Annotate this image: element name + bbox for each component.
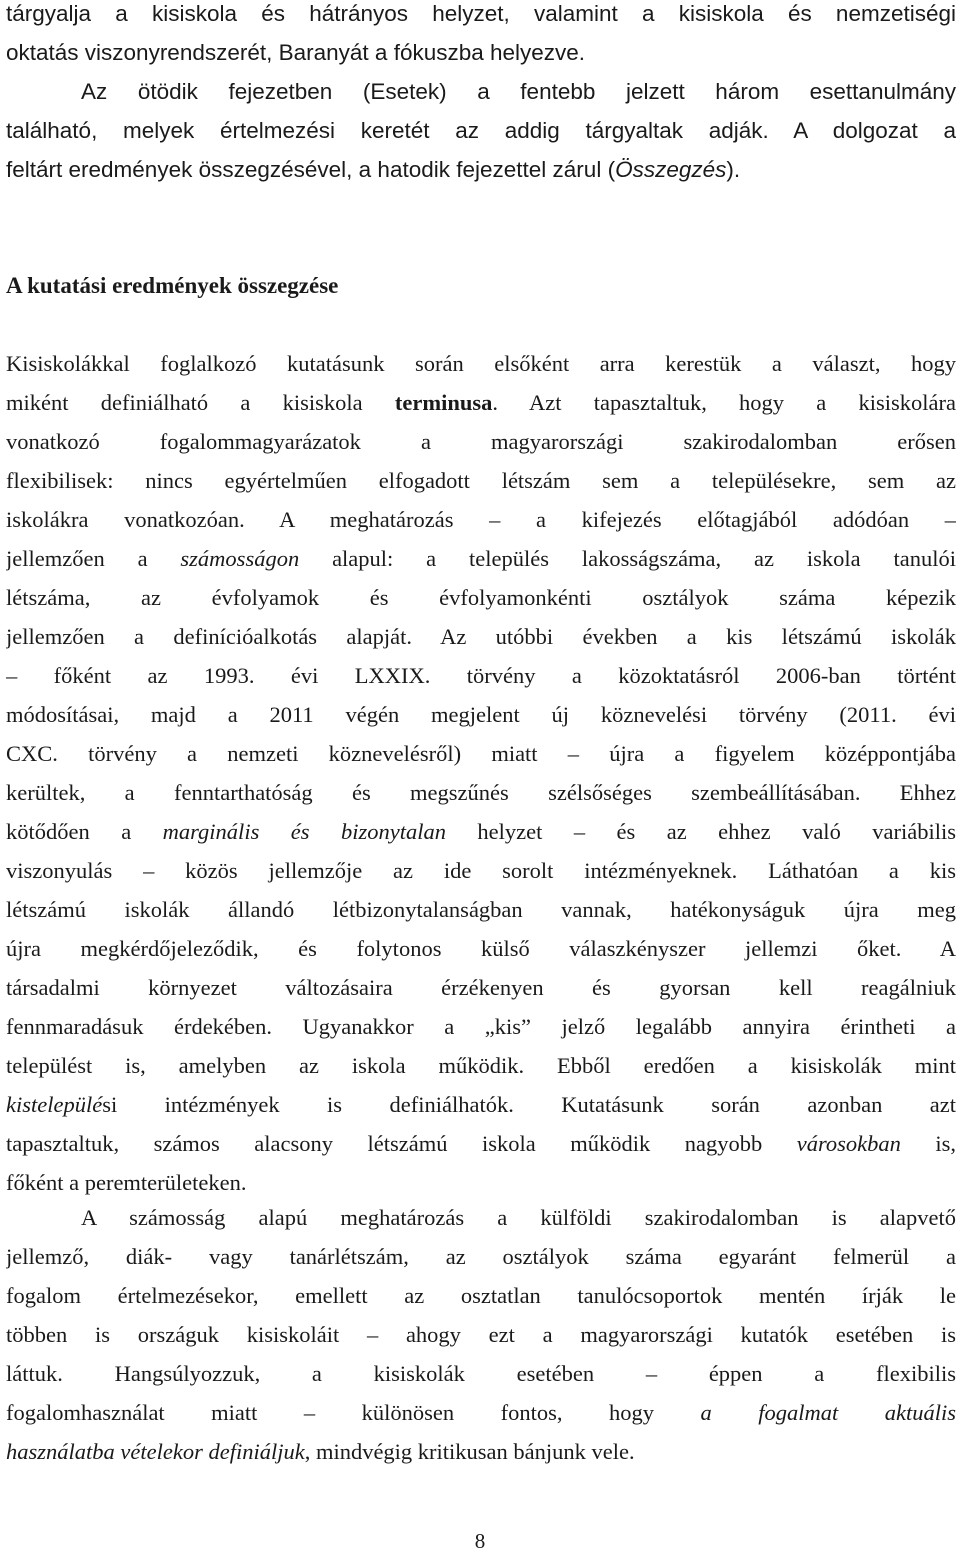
text-line: módosításai, majd a 2011 végén megjelent új köznevelési törvény (2011. évi (6, 702, 956, 727)
page-number: 8 (474, 1529, 486, 1553)
text-line: létszámú iskolák állandó létbizonytalanságban vannak, hatékonyságuk újra meg (6, 897, 956, 922)
text-line: A számosság alapú meghatározás a külföldi szakirodalomban is alapvető (81, 1205, 956, 1230)
text-line: flexibilisek: nincs egyértelműen elfogadott létszám sem a településekre, sem az (6, 468, 956, 493)
text-line: többen is országuk kisiskoláit – ahogy ezt a magyarországi kutatók esetében is (6, 1322, 956, 1347)
text-line: fogalom értelmezésekor, emellett az osztatlan tanulócsoportok mentén írják le (6, 1283, 956, 1308)
text-run: tapasztaltuk, számos alacsony létszámú iskola működik nagyobb (6, 1131, 797, 1156)
text-line (6, 1124, 956, 1163)
text-run: ). (726, 157, 741, 182)
text-line (6, 150, 956, 189)
text-line (6, 1432, 956, 1471)
text-line: iskolákra vonatkozóan. A meghatározás – a kifejezés előtagjából adódóan – (6, 507, 956, 532)
text-run: miként definiálható a kisiskola (6, 390, 395, 415)
text-line (6, 812, 956, 851)
italic-emphasis: városokban (796, 1131, 901, 1156)
italic-emphasis: számosságon (180, 546, 300, 571)
text-line (6, 1393, 956, 1432)
text-line: láttuk. Hangsúlyozzuk, a kisiskolák esetében – éppen a flexibilis (6, 1361, 956, 1386)
text-line: Az ötödik fejezetben (Esetek) a fentebb jelzett három esettanulmány (81, 79, 956, 104)
text-line: tárgyalja a kisiskola és hátrányos helyzet, valamint a kisiskola és nemzetiségi (6, 1, 956, 26)
text-line: található, melyek értelmezési keretét az addig tárgyaltak adják. A dolgozat a (6, 118, 956, 143)
text-line (6, 539, 956, 578)
text-line: fennmaradásuk érdekében. Ugyanakkor a „kis” jelző legalább annyira érintheti a (6, 1014, 956, 1039)
italic-emphasis: marginális és bizonytalan (162, 819, 446, 844)
text-line: – főként az 1993. évi LXXIX. törvény a közoktatásról 2006-ban történt (6, 663, 956, 688)
term-emphasis: terminusa (394, 390, 493, 415)
text-line: főként a peremterületeken. (6, 1170, 247, 1195)
chapter-reference: Összegzés (615, 157, 727, 182)
text-line: települést is, amelyben az iskola működik. Ebből eredően a kisiskolák mint (6, 1053, 956, 1078)
text-line: vonatkozó fogalommagyarázatok a magyarországi szakirodalomban erősen (6, 429, 956, 454)
italic-emphasis: használatba vételekor definiáljuk (6, 1439, 305, 1464)
text-run: si intézmények is definiálhatók. Kutatásunk során azonban azt (102, 1092, 956, 1117)
italic-emphasis: kistelepülé (6, 1092, 103, 1117)
text-line: oktatás viszonyrendszerét, Baranyát a fókuszba helyezve. (6, 40, 586, 65)
italic-emphasis: a fogalmat aktuális (700, 1400, 956, 1425)
text-line: újra megkérdőjeleződik, és folytonos külső válaszkényszer jellemzi őket. A (6, 936, 956, 961)
text-line: Kisiskolákkal foglalkozó kutatásunk során elsőként arra kerestük a választ, hogy (6, 351, 956, 376)
text-run: feltárt eredmények összegzésével, a hatodik fejezettel zárul ( (6, 157, 616, 182)
text-run: alapul: a település lakosságszáma, az iskola tanulói (299, 546, 956, 571)
text-run: fogalomhasználat miatt – különösen fontos, hogy (6, 1400, 701, 1425)
text-line (6, 1085, 956, 1124)
body-paragraph (6, 344, 956, 1202)
text-line: kerültek, a fenntarthatóság és megszűnés szélsőséges szembeállításában. Ehhez (6, 780, 956, 805)
text-line: létszáma, az évfolyamok és évfolyamonkénti osztályok száma képezik (6, 585, 956, 610)
text-line: jellemző, diák- vagy tanárlétszám, az osztályok száma egyaránt felmerül a (6, 1244, 956, 1269)
text-run: . Azt tapasztaltuk, hogy a kisiskolára (492, 390, 956, 415)
text-line: CXC. törvény a nemzeti köznevelésről) miatt – újra a figyelem középpontjába (6, 741, 956, 766)
section-heading: A kutatási eredmények összegzése (6, 273, 339, 298)
text-run: , mindvégig kritikusan bánjunk vele. (304, 1439, 635, 1464)
intro-paragraph (6, 0, 956, 189)
text-line (6, 383, 956, 422)
text-line: viszonyulás – közös jellemzője az ide sorolt intézményeknek. Láthatóan a kis (6, 858, 956, 883)
body-paragraph-2 (6, 1198, 956, 1471)
text-line: társadalmi környezet változásaira érzékenyen és gyorsan kell reagálniuk (6, 975, 956, 1000)
text-run: jellemzően a (6, 546, 181, 571)
text-line: jellemzően a definícióalkotás alapját. Az utóbbi években a kis létszámú iskolák (6, 624, 956, 649)
text-run: kötődően a (6, 819, 163, 844)
text-run: helyzet – és az ehhez való variábilis (445, 819, 956, 844)
text-run: is, (900, 1131, 956, 1156)
